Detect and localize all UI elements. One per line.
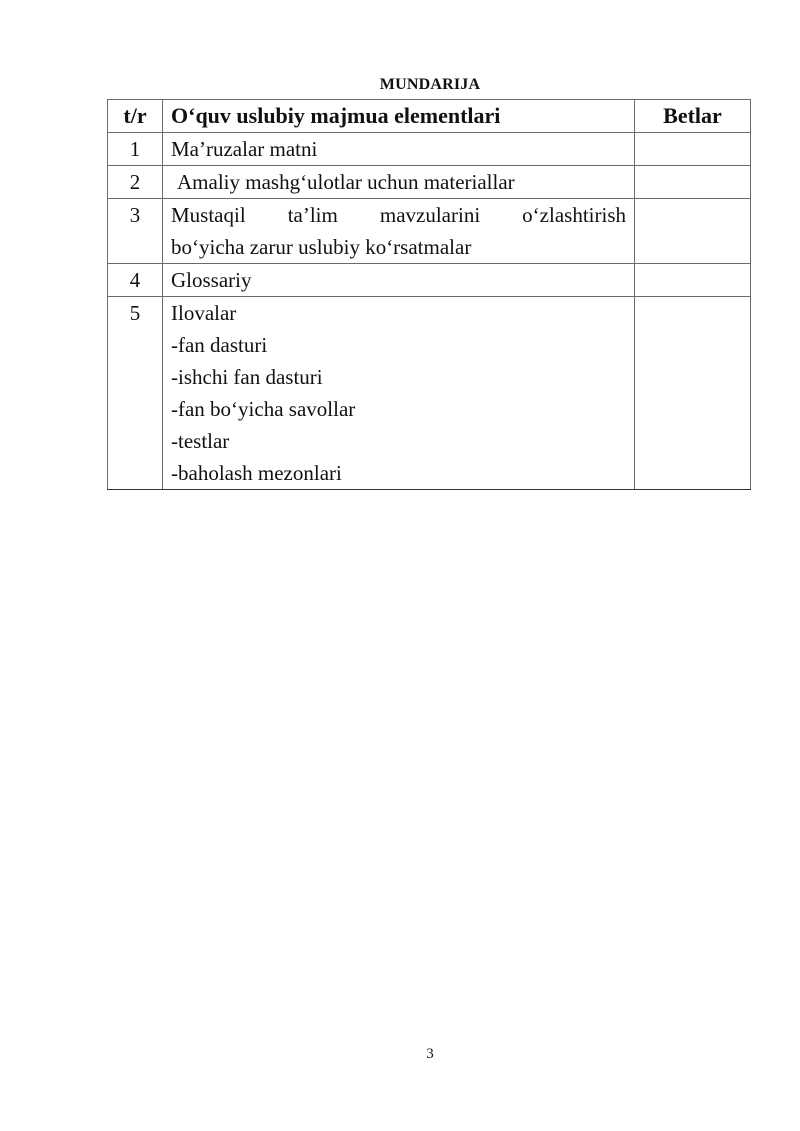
row-number: 4 [108, 264, 163, 297]
row-title-line: Mustaqil ta’lim mavzularini o‘zlashtirish [171, 203, 626, 227]
table-row [108, 166, 751, 199]
page-number: 3 [426, 1046, 434, 1062]
row-number: 3 [108, 199, 163, 264]
row-title-line: -fan dasturi [171, 333, 268, 357]
table-of-contents [107, 99, 751, 490]
row-title-line: Glossariy [171, 268, 252, 292]
row-pages [635, 297, 751, 490]
row-title [163, 199, 635, 264]
header-pages: Betlar [635, 100, 751, 133]
page-title: MUNDARIJA [379, 76, 481, 93]
header-title: O‘quv uslubiy majmua elementlari [163, 100, 635, 133]
table-row [108, 199, 751, 264]
row-title-line: Ilovalar [171, 301, 237, 325]
row-pages [635, 264, 751, 297]
row-title-line: -baholash mezonlari [171, 461, 342, 485]
row-title-line: bo‘yicha zarur uslubiy ko‘rsatmalar [171, 235, 472, 259]
row-title [163, 166, 635, 199]
table-row [108, 264, 751, 297]
row-number: 2 [108, 166, 163, 199]
row-title-line: -testlar [171, 429, 230, 453]
row-pages [635, 166, 751, 199]
row-title [163, 297, 635, 490]
row-title-line: -ishchi fan dasturi [171, 365, 323, 389]
row-title [163, 264, 635, 297]
row-title [163, 133, 635, 166]
header-number: t/r [108, 100, 163, 133]
row-pages [635, 199, 751, 264]
row-number: 1 [108, 133, 163, 166]
table-row [108, 133, 751, 166]
row-title-line: Amaliy mashg‘ulotlar uchun materiallar [177, 170, 515, 194]
row-title-line: Ma’ruzalar matni [171, 137, 318, 161]
table-header-row [108, 100, 751, 133]
row-title-line: -fan bo‘yicha savollar [171, 397, 356, 421]
table-row [108, 297, 751, 490]
row-pages [635, 133, 751, 166]
row-number: 5 [108, 297, 163, 490]
